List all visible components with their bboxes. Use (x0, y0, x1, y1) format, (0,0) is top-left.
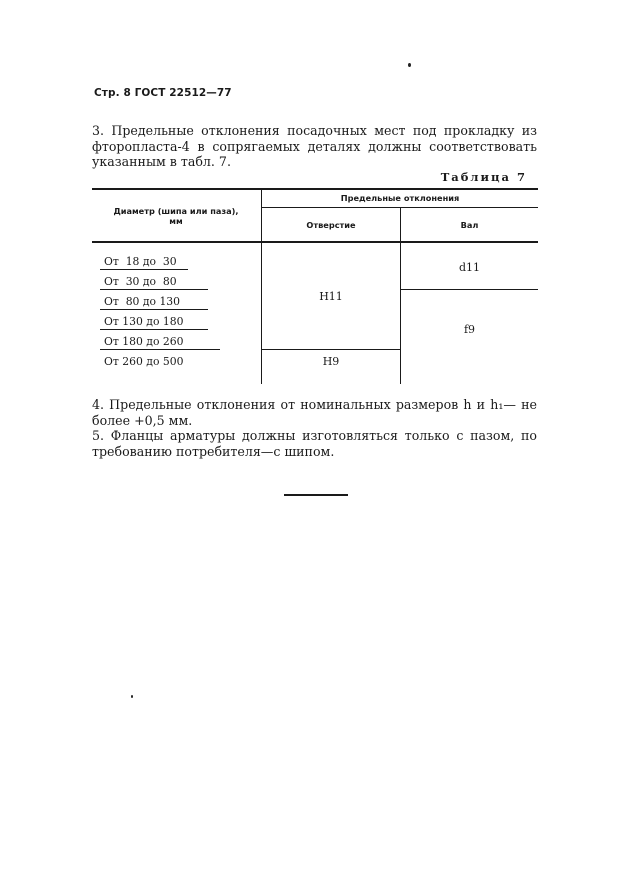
table-caption: Таблица 7 (440, 170, 527, 184)
deviation-table (92, 188, 538, 384)
header-shaft: Вал (460, 220, 479, 230)
row-rule (100, 309, 208, 310)
row-label: От 80 до 130 (104, 295, 181, 308)
hole-value-h11: H11 (319, 290, 343, 303)
table-top-rule (92, 188, 538, 190)
hole-value-h9: H9 (322, 355, 340, 368)
footer-rule (284, 494, 348, 496)
paragraph-4: 4. Предельные отклонения от номинальных размеров h и h₁— не более +0,5 мм. (92, 397, 537, 428)
row-label: От 260 до 500 (104, 355, 184, 368)
page-header: Стр. 8 ГОСТ 22512—77 (94, 87, 232, 99)
col-divider-2 (400, 207, 401, 384)
shaft-value-d11: d11 (458, 261, 481, 274)
paragraph-3: 3. Предельные отклонения посадочных мест под прокладку из фторопласта-4 в сопрягаемых деталях должны соответствовать указанным в табл. 7. (92, 123, 537, 169)
row-label: От 130 до 180 (104, 315, 184, 328)
hole-group-rule (262, 349, 400, 350)
shaft-value-f9: f9 (463, 323, 476, 336)
paragraph-5: 5. Фланцы арматуры должны изготовляться только с пазом, по требованию потребителя—с шипом. (92, 428, 537, 459)
row-rule (100, 329, 208, 330)
header-group-deviations: Предельные отклонения (340, 193, 460, 203)
header-bottom-rule (92, 241, 538, 243)
row-label: От 18 до 30 (104, 255, 177, 268)
speck (408, 63, 411, 67)
row-label: От 180 до 260 (104, 335, 184, 348)
row-rule (100, 349, 220, 350)
row-rule (100, 289, 208, 290)
speck (131, 695, 133, 698)
header-hole: Отверстие (306, 220, 356, 230)
shaft-group-rule (401, 289, 538, 290)
row-rule (100, 269, 188, 270)
row-label: От 30 до 80 (104, 275, 177, 288)
header-diameter: Диаметр (шипа или паза), мм (113, 206, 239, 226)
